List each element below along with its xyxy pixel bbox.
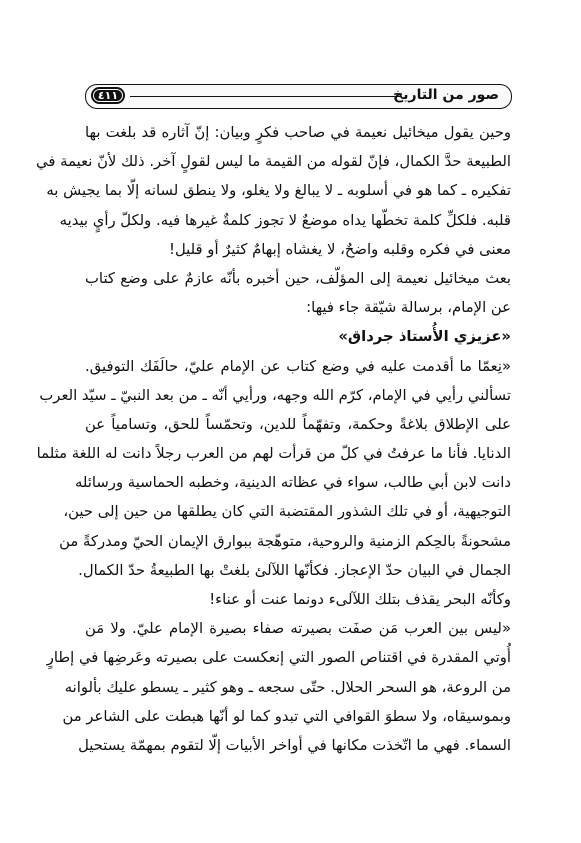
text-line: بعث ميخائيل نعيمة إلى المؤلّف، حين أخبره بأنّه عازمٌ على وضع كتاب: [85, 269, 511, 287]
text-line: وبموسيقاه، ولا سطوَ القوافي التي تبدو كما لو أنّها هبطت على الشاعر من: [62, 707, 511, 725]
text-line: أُوتي المقدرة في اقتناص الصور التي إنعكست على بصيرته وعَرضِها في إطارٍ: [46, 649, 511, 667]
running-header: [85, 84, 512, 109]
text-line: وكأنّه البحر يقذف بتلك اللآلىء دونما عنت أو عناء!: [209, 591, 511, 608]
text-line: معنى في فكره وقلبه واضحٌ، لا يغشاه إبهامٌ كثيرٌ أو قليل!: [169, 240, 511, 258]
text-line: «نِعمّا ما أقدمت عليه في وضع كتاب عن الإمام عليّ، حالَفَك التوفيق.: [85, 357, 511, 375]
text-line: «ليس بين العرب مَن صفَت بصيرته صفاء بصيرة الإمام عليّ. ولا مَن: [85, 620, 511, 638]
text-line: السماء. فهي ما اتّخذت مكانها في أواخر الأبيات إلّا لتقوم بمهمّة يستحيل: [78, 736, 511, 754]
letter-salutation: «عزيزي الأُستاذ جرداق»: [338, 328, 511, 346]
text-line: تفكيره ـ كما هو في أسلوبه ـ لا يبالغ ولا يغلو، ولا ينطق لسانه إلّا بما يجيش به: [46, 182, 511, 200]
text-line: دانت لابن أبي طالب، سواء في عظاته الدينية، وخطبه الحماسية ورسائله: [74, 474, 511, 492]
text-line: على الإطلاق بلاغةً وحكمة، وتفهّماً للدين، وتحمّساً للحق، وتسامياً عن: [85, 415, 511, 433]
running-title: صور من التاريخ: [393, 87, 499, 103]
text-line: عن الإمام، برسالة شيّقة جاء فيها:: [306, 299, 511, 317]
text-line: من الروعة، هو السحر الحلال. حتّى سجعه ـ وهو كثير ـ يسطو عليك بألوانه: [64, 678, 511, 696]
text-line: الجمال في البيان حدّ الإعجاز. فكأنّها اللآلئ بلغتْ بها الطبيعةُ حدّ الكمال.: [78, 561, 511, 579]
text-line: الطبيعة حدَّ الكمال، فإنّ لقوله من القيمة ما ليس لقولٍ آخر. ذلك لأنّ نعيمة في: [36, 153, 511, 171]
header-rule: [130, 96, 401, 97]
text-line: تسألني رأيي في الإمام، كرّم الله وجهه، ورأيي أنّه ـ من بعد النبيّ ـ سيّد العرب: [39, 386, 511, 404]
text-line: وحين يقول ميخائيل نعيمة في صاحب فكرٍ وبيان: إنّ آثاره قد بلغت بها: [85, 124, 511, 141]
text-line: التوجيهية، أو في تلك الشذور المقتضبة التي كان يطلقها من حين إلى حين،: [63, 503, 511, 521]
page-number: ٤١١: [91, 87, 125, 104]
text-line: قلبه. فلكلِّ كلمة تخطّها يداه موضعٌ لا تجوز كلمةٌ غيرها فيه. ولكلّ رأيٍ بيديه: [59, 211, 511, 229]
page-body: [36, 118, 511, 760]
text-line: الدنايا. فأنا ما عرفتُ في كلّ من قرأت لهم من العرب رجلاً دانت له اللغة مثلما: [36, 445, 511, 463]
text-line: مشحونةً بالحِكم الزمنية والروحية، متوهّجة ببوارق الإيمان الحيّ ومدركةً من: [59, 532, 511, 550]
